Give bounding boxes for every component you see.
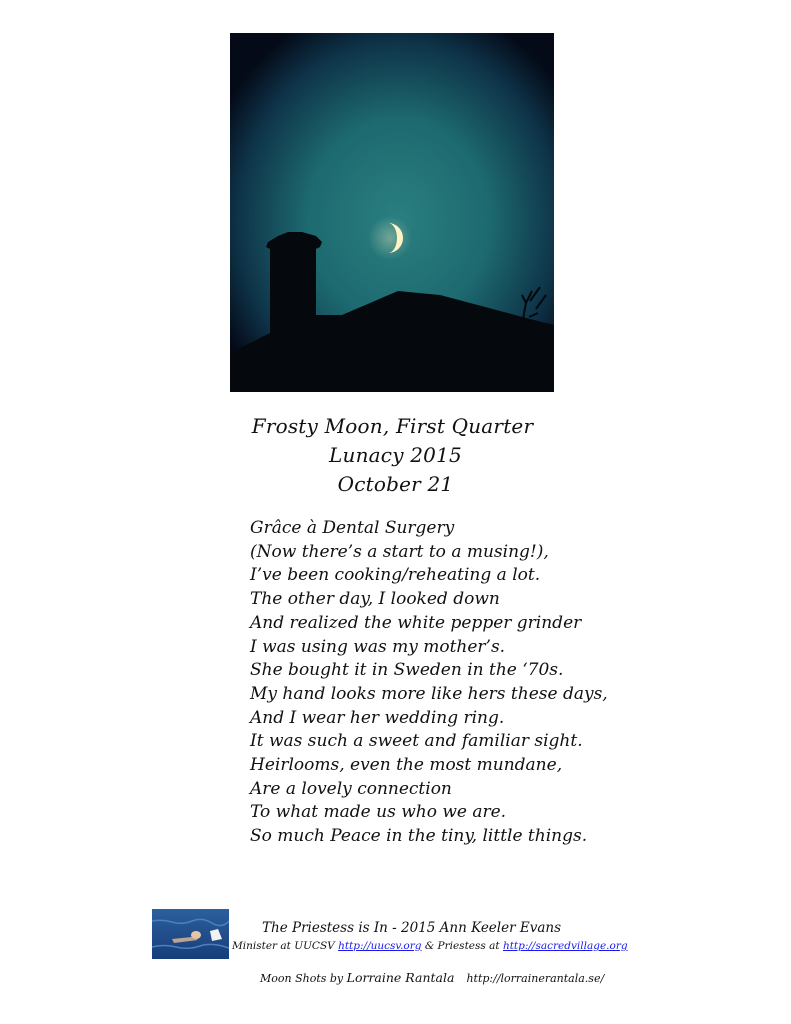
credit-prefix: Moon Shots by <box>260 972 347 985</box>
poem-line: (Now there’s a start to a musing!), <box>250 541 549 562</box>
poem-line: And realized the white pepper grinder <box>250 612 582 633</box>
title-line-1: Frosty Moon, First Quarter <box>251 414 534 438</box>
minister-text: Minister at UUCSV <box>232 940 339 952</box>
poem-line: My hand looks more like hers these days, <box>250 683 608 704</box>
uucsv-link[interactable]: http://uucsv.org <box>338 940 422 952</box>
photo-credit <box>260 970 604 985</box>
poem-line: To what made us who we are. <box>250 802 507 823</box>
footer-affiliation <box>232 940 628 952</box>
credit-url: http://lorrainerantala.se/ <box>466 972 605 985</box>
title-block <box>0 412 791 499</box>
moon-glow <box>368 216 412 260</box>
footer-title: The Priestess is In - 2015 Ann Keeler Evans <box>262 920 562 936</box>
poem-line: I’ve been cooking/reheating a lot. <box>250 565 541 586</box>
swimmer-thumbnail <box>152 909 229 959</box>
chimney-silhouette <box>266 232 322 299</box>
poem <box>250 517 670 849</box>
title-line-3: October 21 <box>337 472 454 496</box>
poem-line: I was using was my mother’s. <box>250 636 506 657</box>
poem-line: The other day, I looked down <box>250 589 500 610</box>
poem-line: So much Peace in the tiny, little things. <box>250 826 588 847</box>
moon-photo <box>230 33 554 392</box>
swimmer-image <box>152 909 229 959</box>
sacredvillage-link[interactable]: http://sacredvillage.org <box>502 940 628 952</box>
credit-name: Lorraine Rantala <box>346 970 455 985</box>
title-line-2: Lunacy 2015 <box>329 443 462 467</box>
poem-line: Are a lovely connection <box>250 778 452 799</box>
poem-line: She bought it in Sweden in the ‘70s. <box>250 660 564 681</box>
poem-line: And I wear her wedding ring. <box>250 707 505 728</box>
poem-line: It was such a sweet and familiar sight. <box>250 731 583 752</box>
priestess-text: & Priestess at <box>421 940 503 952</box>
moon-photo-image <box>230 33 554 392</box>
poem-line: Heirlooms, even the most mundane, <box>250 755 563 776</box>
poem-line: Grâce à Dental Surgery <box>250 518 455 538</box>
